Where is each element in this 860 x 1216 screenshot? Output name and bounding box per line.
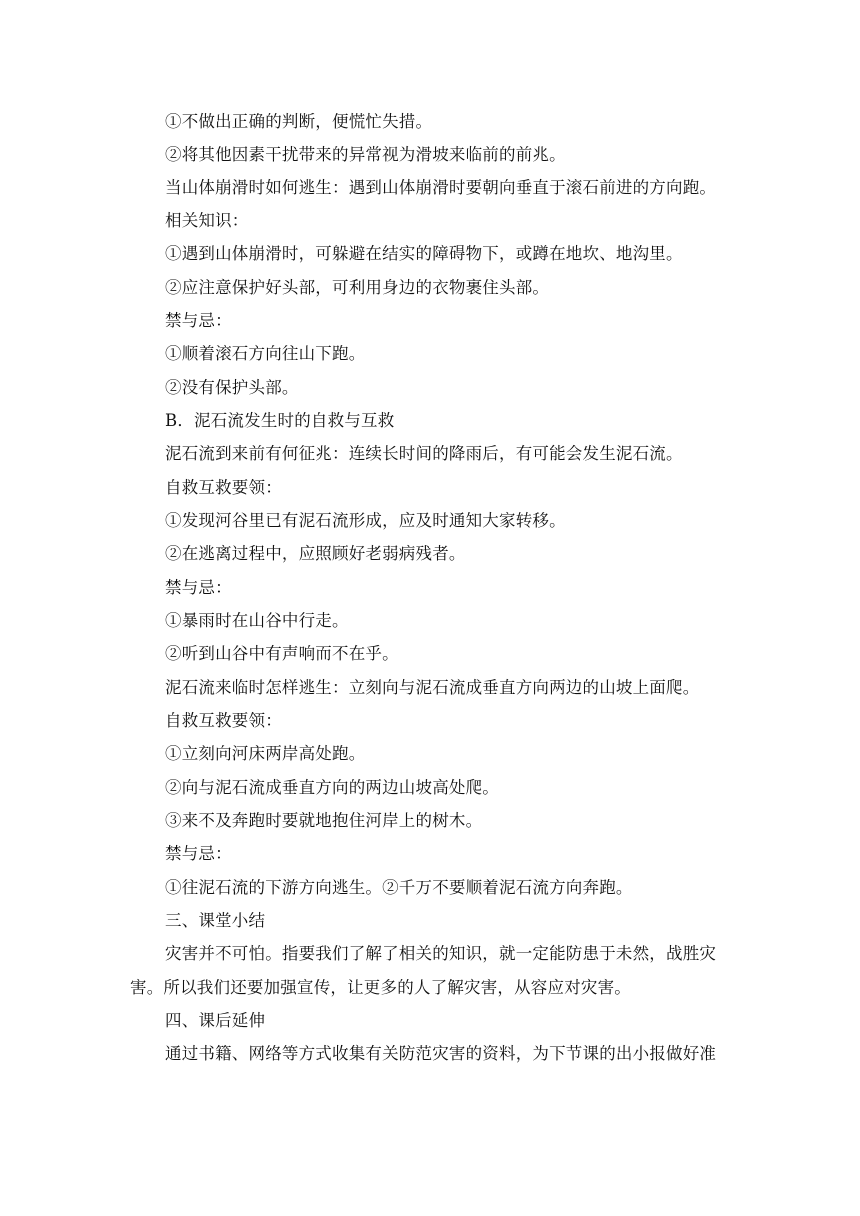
text-line: ①立刻向河床两岸高处跑。 (165, 744, 366, 763)
section-heading: 三、课堂小结 (165, 911, 266, 930)
text-line: 禁与忌： (165, 844, 232, 863)
text-line: 相关知识： (165, 211, 249, 230)
text-line: ②没有保护头部。 (165, 378, 299, 397)
text-line: ②应注意保护好头部，可利用身边的衣物裹住头部。 (165, 278, 550, 297)
text-line: ②向与泥石流成垂直方向的两边山坡高处爬。 (165, 778, 499, 797)
section-heading: 四、课后延伸 (165, 1011, 266, 1030)
text-line: ①顺着滚石方向往山下跑。 (165, 344, 366, 363)
text-line: ①发现河谷里已有泥石流形成，应及时通知大家转移。 (165, 511, 566, 530)
text-line: 泥石流来临时怎样逃生：立刻向与泥石流成垂直方向两边的山坡上面爬。 (165, 678, 700, 697)
section-heading: B．泥石流发生时的自救与互救 (165, 411, 395, 430)
text-line: 自救互救要领： (165, 711, 282, 730)
text-line: 通过书籍、网络等方式收集有关防范灾害的资料，为下节课的出小报做好准 (165, 1044, 717, 1063)
text-line: ①不做出正确的判断，便慌忙失措。 (165, 112, 433, 131)
text-line: 禁与忌： (165, 578, 232, 597)
text-line: ①往泥石流的下游方向逃生。②千万不要顺着泥石流方向奔跑。 (165, 878, 633, 897)
text-line: 灾害并不可怕。指要我们了解了相关的知识，就一定能防患于未然，战胜灾 (165, 944, 717, 963)
text-line: ②在逃离过程中，应照顾好老弱病残者。 (165, 544, 466, 563)
text-line: 自救互救要领： (165, 478, 282, 497)
text-line: ①遇到山体崩滑时，可躲避在结实的障碍物下，或蹲在地坎、地沟里。 (165, 244, 683, 263)
text-line: 当山体崩滑时如何逃生：遇到山体崩滑时要朝向垂直于滚石前进的方向跑。 (165, 178, 717, 197)
text-line: 泥石流到来前有何征兆：连续长时间的降雨后，有可能会发生泥石流。 (165, 444, 683, 463)
text-line: ①暴雨时在山谷中行走。 (165, 611, 349, 630)
text-line: ③来不及奔跑时要就地抱住河岸上的树木。 (165, 811, 483, 830)
text-line: ②将其他因素干扰带来的异常视为滑坡来临前的前兆。 (165, 145, 566, 164)
text-line: ②听到山谷中有声响而不在乎。 (165, 644, 399, 663)
text-line: 害。所以我们还要加强宣传，让更多的人了解灾害，从容应对灾害。 (130, 978, 631, 997)
text-line: 禁与忌： (165, 311, 232, 330)
